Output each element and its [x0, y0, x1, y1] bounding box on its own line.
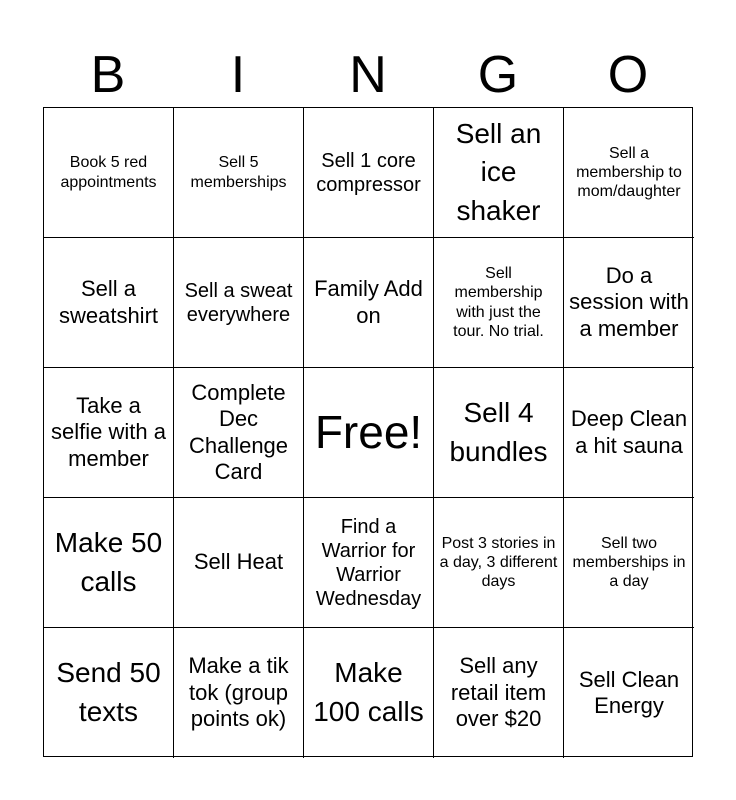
header-letter-n: N [349, 46, 387, 104]
bingo-cell [174, 238, 304, 368]
cell-text: Sell 1 core compressor [316, 149, 421, 196]
bingo-cell [304, 108, 434, 238]
cell-text: Sell an ice shaker [455, 117, 542, 226]
bingo-cell [304, 628, 434, 758]
cell-text: Send 50 texts [56, 657, 161, 727]
cell-text: Post 3 stories in a day, 3 different days [439, 534, 558, 591]
bingo-header [43, 44, 693, 106]
cell-text: Sell a sweat everywhere [184, 279, 293, 326]
bingo-cell [304, 498, 434, 628]
cell-text: Complete Dec Challenge Card [188, 379, 289, 484]
cell-text: Take a selfie with a member [51, 392, 166, 471]
bingo-cell [564, 108, 694, 238]
cell-text: Sell Heat [193, 549, 284, 575]
bingo-cell [44, 368, 174, 498]
bingo-cell [564, 368, 694, 498]
free-cell [304, 368, 434, 498]
bingo-cell [44, 498, 174, 628]
bingo-cell [174, 108, 304, 238]
bingo-cell [434, 498, 564, 628]
cell-text: Sell two memberships in a day [572, 534, 686, 591]
bingo-cell [44, 108, 174, 238]
cell-text: Family Add on [314, 276, 423, 328]
bingo-cell [434, 368, 564, 498]
cell-text: Sell a membership to mom/daughter [576, 144, 682, 201]
cell-text: Make a tik tok (group points ok) [188, 653, 289, 732]
bingo-cell [44, 628, 174, 758]
free-cell-text: Free! [314, 405, 423, 458]
header-letter-i: I [230, 46, 246, 104]
bingo-cell [174, 628, 304, 758]
cell-text: Sell any retail item over $20 [450, 653, 547, 732]
cell-text: Make 50 calls [54, 526, 163, 597]
cell-text: Sell 4 bundles [449, 396, 548, 467]
cell-text: Deep Clean a hit sauna [570, 406, 688, 458]
cell-text: Sell membership with just the tour. No trial. [453, 265, 544, 340]
cell-text: Sell 5 memberships [190, 154, 287, 191]
header-letter-o: O [607, 46, 649, 104]
bingo-cell [174, 368, 304, 498]
cell-text: Book 5 red appointments [60, 154, 157, 191]
bingo-cell [174, 498, 304, 628]
bingo-cell [434, 108, 564, 238]
cell-text: Do a session with a member [569, 262, 689, 341]
bingo-cell [434, 628, 564, 758]
cell-text: Make 100 calls [313, 657, 424, 727]
bingo-board [43, 107, 693, 757]
bingo-cell [434, 238, 564, 368]
cell-text: Sell Clean Energy [578, 666, 680, 718]
bingo-cell [44, 238, 174, 368]
bingo-cell [564, 238, 694, 368]
cell-text: Sell a sweatshirt [58, 276, 159, 328]
cell-text: Find a Warrior for Warrior Wednesday [315, 515, 422, 610]
bingo-cell [564, 498, 694, 628]
header-letter-g: G [477, 46, 519, 104]
header-letter-b: B [90, 46, 126, 104]
bingo-cell [304, 238, 434, 368]
bingo-cell [564, 628, 694, 758]
